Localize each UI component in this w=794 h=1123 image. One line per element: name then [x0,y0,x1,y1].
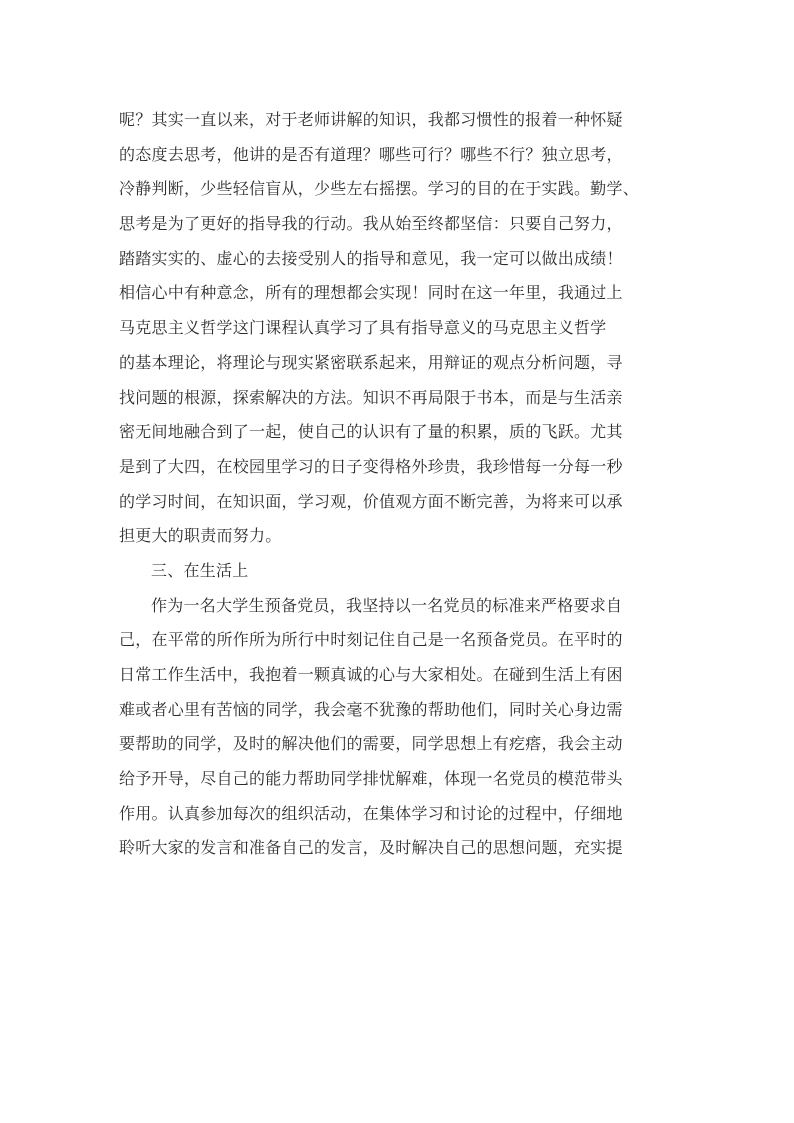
text-line: 找问题的根源，探索解决的方法。知识不再局限于书本，而是与生活亲 [119,387,623,407]
text-line: 呢？其实一直以来，对于老师讲解的知识，我都习惯性的报着一种怀疑 [119,110,623,129]
text-line: 踏踏实实的、虚心的去接受别人的指导和意见，我一定可以做出成绩！ [119,248,623,268]
text-line: 难或者心里有苦恼的同学，我会毫不犹豫的帮助他们，同时关心身边需 [119,699,623,719]
text-line: 作用。认真参加每次的组织活动，在集体学习和讨论的过程中，仔细地 [119,803,623,823]
text-line: 马克思主义哲学这门课程认真学习了具有指导意义的马克思主义哲学 [119,318,607,338]
section-heading: 三、在生活上 [151,560,249,580]
text-line: 聆听大家的发言和准备自己的发言，及时解决自己的思想问题，充实提 [119,838,623,858]
text-line: 的学习时间，在知识面，学习观，价值观方面不断完善，为将来可以承 [119,491,623,511]
text-line: 作为一名大学生预备党员，我坚持以一名党员的标准来严格要求自 [151,595,623,615]
text-line: 密无间地融合到了一起，使自己的认识有了量的积累，质的飞跃。尤其 [119,422,623,442]
text-line: 的态度去思考，他讲的是否有道理？哪些可行？哪些不行？独立思考， [119,144,623,164]
text-line: 冷静判断，少些轻信盲从，少些左右摇摆。学习的目的在于实践。勤学、 [119,179,640,199]
text-line: 相信心中有种意念，所有的理想都会实现！同时在这一年里，我通过上 [119,283,623,303]
text-line: 是到了大四，在校园里学习的日子变得格外珍贵，我珍惜每一分每一秒 [119,456,623,476]
document-body [119,103,679,866]
text-line: 要帮助的同学，及时的解决他们的需要，同学思想上有疙瘩，我会主动 [119,734,623,754]
text-line: 日常工作生活中，我抱着一颗真诚的心与大家相处。在碰到生活上有困 [119,665,623,684]
text-line: 己，在平常的所作所为所行中时刻记住自己是一名预备党员。在平时的 [119,630,623,650]
text-line: 思考是为了更好的指导我的行动。我从始至终都坚信：只要自己努力， [119,214,623,234]
text-line: 给予开导，尽自己的能力帮助同学排忧解难，体现一名党员的模范带头 [119,769,623,789]
text-line: 的基本理论，将理论与现实紧密联系起来，用辩证的观点分析问题，寻 [119,352,623,372]
text-line: 担更大的职责而努力。 [119,526,282,546]
